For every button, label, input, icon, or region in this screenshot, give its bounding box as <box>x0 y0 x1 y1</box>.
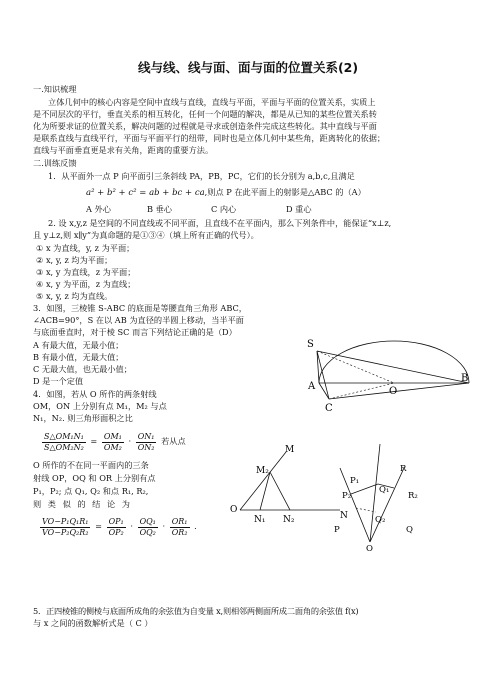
volume-ratio-r3 <box>170 517 190 538</box>
question-3-line: 与底面垂直时，对于棱 SC 而言下列结论正确的是（D） <box>33 327 237 337</box>
label-c: C <box>325 403 333 414</box>
frac-den: OP₂ <box>108 527 124 537</box>
edge-sb <box>317 351 469 383</box>
frac-den: S△OM₂N₂ <box>44 442 84 452</box>
q4-area-ratio: $\frac{\text{S△OM₁N₁}}{\text{S△OM₂N₂}}$ = $\frac{\text{OM₁}}{\text{OM₂}}$ · $\frac{\text{ON₁}}{\text{ON₂}}$ 若从点 <box>44 431 186 452</box>
question-1-equation-line <box>86 187 496 199</box>
area-ratio-lhs <box>42 432 86 453</box>
question-3-line: ∠ACB=90°，S 在以 AB 为直径的半圆上移动，当半平面 <box>33 315 244 325</box>
q3-option: B 有最小值，无最大值； <box>33 352 124 362</box>
label-r2: R₂ <box>408 491 418 501</box>
q1-option-b: B 垂心 <box>147 204 172 214</box>
edge-ac <box>319 383 329 399</box>
frac-den: VO−P₂Q₂R₂ <box>42 527 89 537</box>
frac-num: OR₁ <box>171 516 188 526</box>
label-s: S <box>307 339 314 350</box>
label-n: N <box>340 511 348 521</box>
label-p1: P₁ <box>350 476 360 486</box>
q2-item: ④ x, y 为平面，z 为直线； <box>36 279 136 289</box>
question-4-line: P₁，P₂; 点 Q₁, Q₂ 和点 R₁, R₂, <box>33 486 149 496</box>
q3-figure <box>305 327 475 417</box>
paragraph-line: 是不同层次的平行，垂直关系的相互转化，任何一个问题的解决，都是从已知的某些位置关系转 <box>33 109 377 119</box>
q3-option: C 无最大值，也无最小值； <box>33 364 132 374</box>
edge-so <box>317 351 394 383</box>
label-q2: Q₂ <box>375 515 386 525</box>
label-m: M <box>285 445 295 455</box>
label-q1: Q₁ <box>379 485 390 495</box>
edge-cb <box>329 383 469 399</box>
frac-den: OM₂ <box>103 442 122 452</box>
question-4-line: N₁，N₂. 则三角形面积之比 <box>33 413 133 423</box>
q4-figure-tetrahedron-rays <box>330 440 460 552</box>
frac-num: OM₁ <box>103 431 122 441</box>
paragraph-line: 直线与平面垂直更是求有关角，距离的重要方法。 <box>33 145 214 155</box>
area-ratio-r1 <box>102 432 124 453</box>
q2-item: ⑤ x, y, z 均为直线。 <box>36 291 113 301</box>
frac-num: S△OM₁N₁ <box>44 431 84 441</box>
q1-option-d: D 重心 <box>286 204 312 214</box>
page-title: 线与线、线与面、面与面的位置关系(2) <box>137 60 359 75</box>
question-2-line: 2. 设 x,y,z 是空间的不同直线或不同平面，且直线不在平面内，那么下列条件中，能保证“x⊥z, <box>48 218 392 228</box>
question-3-line: 3．如图，三棱锥 S-ABC 的底面是等腰直角三角形 ABC， <box>33 303 247 313</box>
paragraph-line: 立体几何中的核心内容是空间中直线与直线，直线与平面，平面与平面的位置关系，实质上 <box>48 97 376 107</box>
semicircle-arc <box>319 341 469 383</box>
label-m2: M₂ <box>256 466 269 476</box>
label-q: Q <box>406 525 413 535</box>
q1-option-a: A 外心 <box>86 204 111 214</box>
label-o: O <box>366 544 373 552</box>
label-p2: P₂ <box>342 491 352 501</box>
frac-num: OQ₁ <box>139 516 156 526</box>
section-heading-knowledge: 一.知识梳理 <box>33 84 77 94</box>
volume-ratio-lhs <box>40 517 90 538</box>
frac-num: OP₁ <box>108 516 124 526</box>
question-4-line: O 所作的不在同一平面内的三条 <box>33 460 149 470</box>
segment-m2n1 <box>260 472 270 510</box>
question-5-line: 5．正四棱锥的侧棱与底面所成角的余弦值为自变量 x,则相邻两侧面所成二面角的余弦值 f(x) <box>33 606 359 616</box>
paragraph-line: 化为所要求证的位置关系，解决问题的过程就是寻求或创造条件完成这些转化。其中直线与平面 <box>33 121 377 131</box>
question-4-line: 射线 OP，OQ 和 OR 上分别有点 <box>33 473 156 483</box>
label-b: B <box>461 373 469 384</box>
edge-co <box>329 383 394 399</box>
label-n1: N₁ <box>254 515 266 525</box>
area-ratio-r2 <box>136 432 157 453</box>
frac-den: OQ₂ <box>139 527 156 537</box>
label-r: R <box>400 464 407 474</box>
frac-num: VO−P₁Q₁R₁ <box>42 516 89 526</box>
section-heading-practice: 二.训练反馈 <box>33 158 77 168</box>
q3-option: A 有最大值，无最小值； <box>33 340 124 350</box>
label-o: O <box>230 505 238 515</box>
label-p: P <box>334 525 340 535</box>
label-o: O <box>389 386 398 397</box>
question-4-line: OM，ON 上分别有点 M₁，M₂ 与点 <box>33 401 167 411</box>
frac-num: ON₁ <box>137 431 155 441</box>
segment-m2n2 <box>270 472 290 510</box>
question-4-line: 4．如图，若从 O 所作的两条射线 <box>33 389 157 399</box>
volume-ratio-r1 <box>107 517 126 538</box>
question-1-equation: a² + b² + c² = ab + bc + ca <box>86 188 205 198</box>
question-5-line: 与 x 之间的函数解析式是（ C ） <box>33 618 153 628</box>
q2-item: ③ x, y 为直线，z 为平面； <box>36 267 136 277</box>
question-4-line: 则 类 似 的 结 论 为 <box>33 499 130 509</box>
frac-den: ON₂ <box>137 442 155 452</box>
ray-or <box>370 468 404 542</box>
q1-option-c: C 内心 <box>211 204 237 214</box>
question-1-equation-tail: ,则点 P 在此平面上的射影是△ABC 的（A） <box>204 187 366 197</box>
frac-den: OR₂ <box>171 527 188 537</box>
question-2-line: 且 y⊥z,则 x∥y”为真命题的是①③④（填上所有正确的代号）。 <box>33 230 259 240</box>
label-a: A <box>308 381 316 392</box>
q2-item: ② x, y, z 均为平面； <box>36 255 113 265</box>
area-ratio-tail: 若从点 <box>161 436 186 446</box>
question-1-text: 1．从平面外一点 P 向平面引三条斜线 PA，PB，PC，它们的长分别为 a,b,c,且满足 <box>48 171 355 181</box>
q4-volume-ratio: $\frac{\text{VO−P₁Q₁R₁}}{\text{VO−P₂Q₂R₂}}$ = $\frac{\text{OP₁}}{\text{OP₂}}$ · $\frac{\text{OQ₁}}{\text{OQ₂}}$ · $\frac{\text{OR₁}}{\text{OR₂}}$ . <box>42 516 197 537</box>
ray-om <box>240 452 286 510</box>
q3-option: D 是一个定值 <box>33 376 84 386</box>
q2-item: ① x 为直线，y, z 为平面； <box>36 243 135 253</box>
label-n2: N₂ <box>283 515 295 525</box>
paragraph-line: 是联系直线与直线平行，平面与平面平行的纽带，同时也是立体几何中某些角，距离转化的依据； <box>33 133 386 143</box>
volume-ratio-r2 <box>138 517 158 538</box>
